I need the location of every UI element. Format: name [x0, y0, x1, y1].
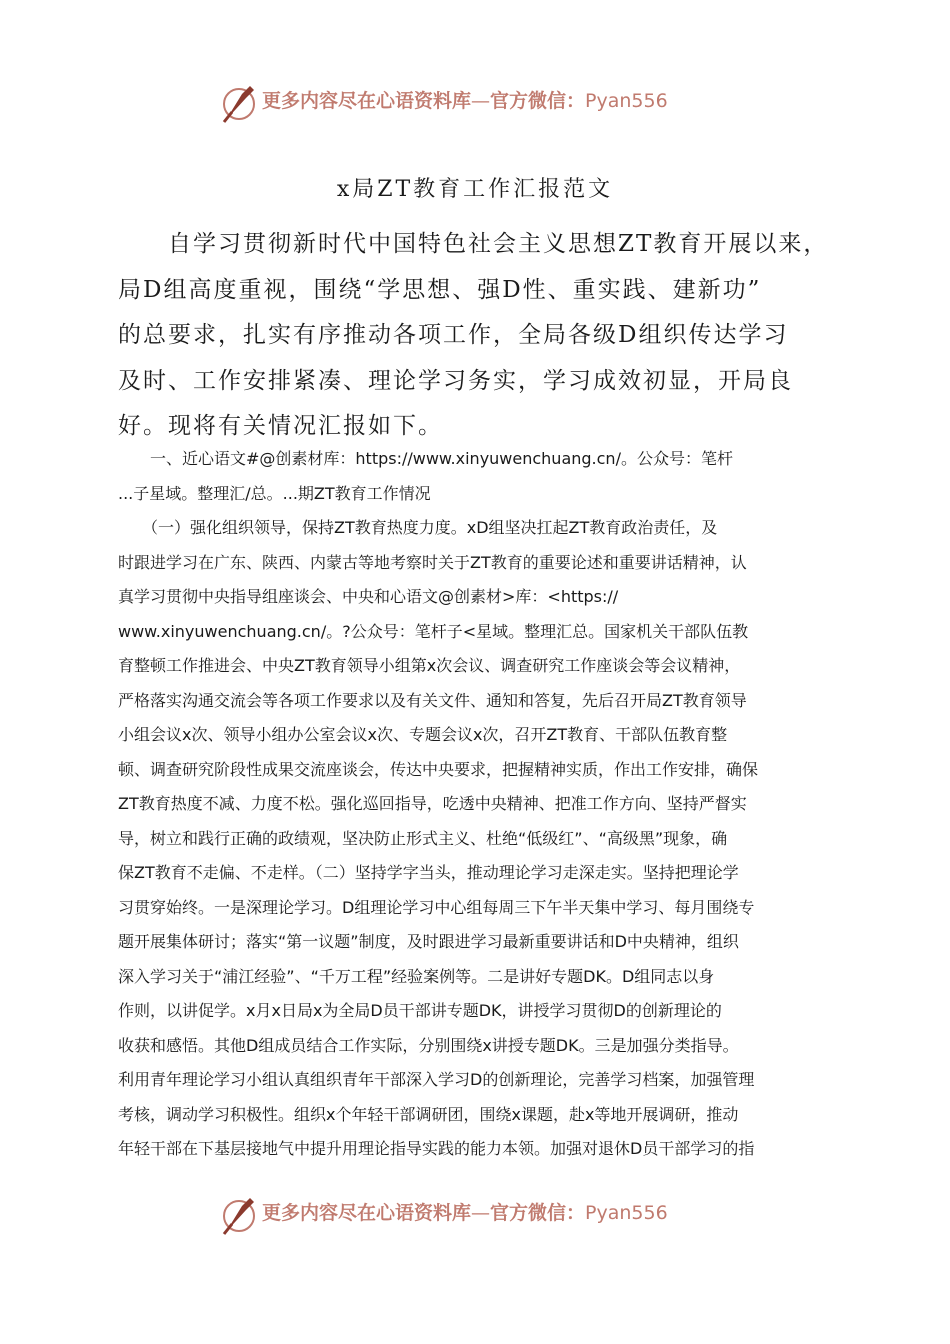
body-line: 导，树立和践行正确的政绩观，坚决防止形式主义、杜绝“低级红”、“高级黑”现象，确	[118, 828, 728, 848]
body-line: 严格落实沟通交流会等各项工作要求以及有关文件、通知和答复，先后召开局ZT教育领导	[118, 690, 747, 710]
body-line: 保ZT教育不走偏、不走样。（二）坚持学字当头，推动理论学习走深走实。坚持把理论学	[118, 863, 739, 882]
banner-slogan: 更多内容尽在心语资料库	[262, 90, 472, 112]
banner-slogan: 更多内容尽在心语资料库	[262, 1202, 472, 1224]
intro-paragraph	[118, 222, 858, 450]
body-line: 真学习贯彻中央指导组座谈会、中央和心语文@创素材>库：<https://	[118, 587, 619, 606]
body-line: 利用青年理论学习小组认真组织青年干部深入学习D的创新理论，完善学习档案，加强管理	[118, 1070, 755, 1089]
intro-line: 的总要求，扎实有序推动各项工作，全局各级D组织传达学习	[118, 322, 789, 348]
body-line: 考核，调动学习积极性。组织x个年轻干部调研团，围绕x课题，赴x等地开展调研，推动	[118, 1104, 739, 1124]
banner-label: 官方微信：	[490, 1202, 586, 1224]
body-line: 题开展集体研讨；落实“第一议题”制度，及时跟进学习最新重要讲话和D中央精神，组织	[118, 932, 739, 951]
banner-wechat-id: Pyan556	[585, 1202, 668, 1224]
intro-line: 自学习贯彻新时代中国特色社会主义思想ZT教育开展以来，	[118, 231, 829, 257]
intro-line: 好。现将有关情况汇报如下。	[118, 413, 443, 439]
body-line: 深入学习关于“浦江经验”、“千万工程”经验案例等。二是讲好专题DK。D组同志以身	[118, 966, 715, 986]
banner-text	[262, 86, 668, 113]
body-section	[118, 442, 830, 1167]
body-line: ...子星域。整理汇/总。...期ZT教育工作情况	[118, 483, 431, 503]
intro-line: 局D组高度重视，围绕“学思想、强D性、重实践、建新功”	[118, 276, 762, 303]
pen-nib-logo-icon	[220, 80, 260, 124]
body-line: 收获和感悟。其他D组成员结合工作实际，分别围绕x讲授专题DK。三是加强分类指导。	[118, 1035, 739, 1055]
banner-label: 官方微信：	[490, 90, 586, 112]
body-line: 时跟进学习在广东、陕西、内蒙古等地考察时关于ZT教育的重要论述和重要讲话精神，认	[118, 552, 747, 572]
banner-separator: —	[471, 1202, 491, 1224]
body-line: 育整顿工作推进会、中央ZT教育领导小组第x次会议、调查研究工作座谈会等会议精神，	[118, 656, 741, 675]
body-line: 小组会议x次、领导小组办公室会议x次、专题会议x次，召开ZT教育、干部队伍教育整	[118, 725, 728, 744]
banner-wechat-id: Pyan556	[585, 90, 668, 112]
banner-text	[262, 1198, 668, 1225]
banner-separator: —	[471, 90, 491, 112]
body-line: 习贯穿始终。一是深理论学习。D组理论学习中心组每周三下午半天集中学习、每月围绕专	[118, 897, 755, 917]
body-line: ZT教育热度不减、力度不松。强化巡回指导，吃透中央精神、把准工作方向、坚持严督实	[118, 794, 747, 813]
body-line: 一、近心语文#@创素材库：https://www.xinyuwenchuang.cn/。公众号：笔杆	[118, 449, 733, 468]
body-line: 作则，以讲促学。x月x日局x为全局D员干部讲专题DK，讲授学习贯彻D的创新理论的	[118, 1001, 722, 1020]
body-line: （一）强化组织领导，保持ZT教育热度力度。xD组坚决扛起ZT教育政治责任，及	[118, 518, 718, 537]
intro-line: 及时、工作安排紧凑、理论学习务实，学习成效初显，开局良	[118, 367, 793, 394]
header-banner	[0, 80, 950, 124]
footer-banner	[0, 1192, 950, 1236]
body-line: 顿、调查研究阶段性成果交流座谈会，传达中央要求，把握精神实质，作出工作安排，确保	[118, 759, 759, 779]
body-line: www.xinyuwenchuang.cn/。?公众号：笔杆子<星域。整理汇总。国家机关干部队伍教	[118, 621, 749, 641]
body-line: 年轻干部在下基层接地气中提升用理论指导实践的能力本领。加强对退休D员干部学习的指	[118, 1139, 755, 1158]
pen-nib-logo-icon	[220, 1192, 260, 1236]
document-title: x局ZT教育工作汇报范文	[336, 177, 614, 202]
